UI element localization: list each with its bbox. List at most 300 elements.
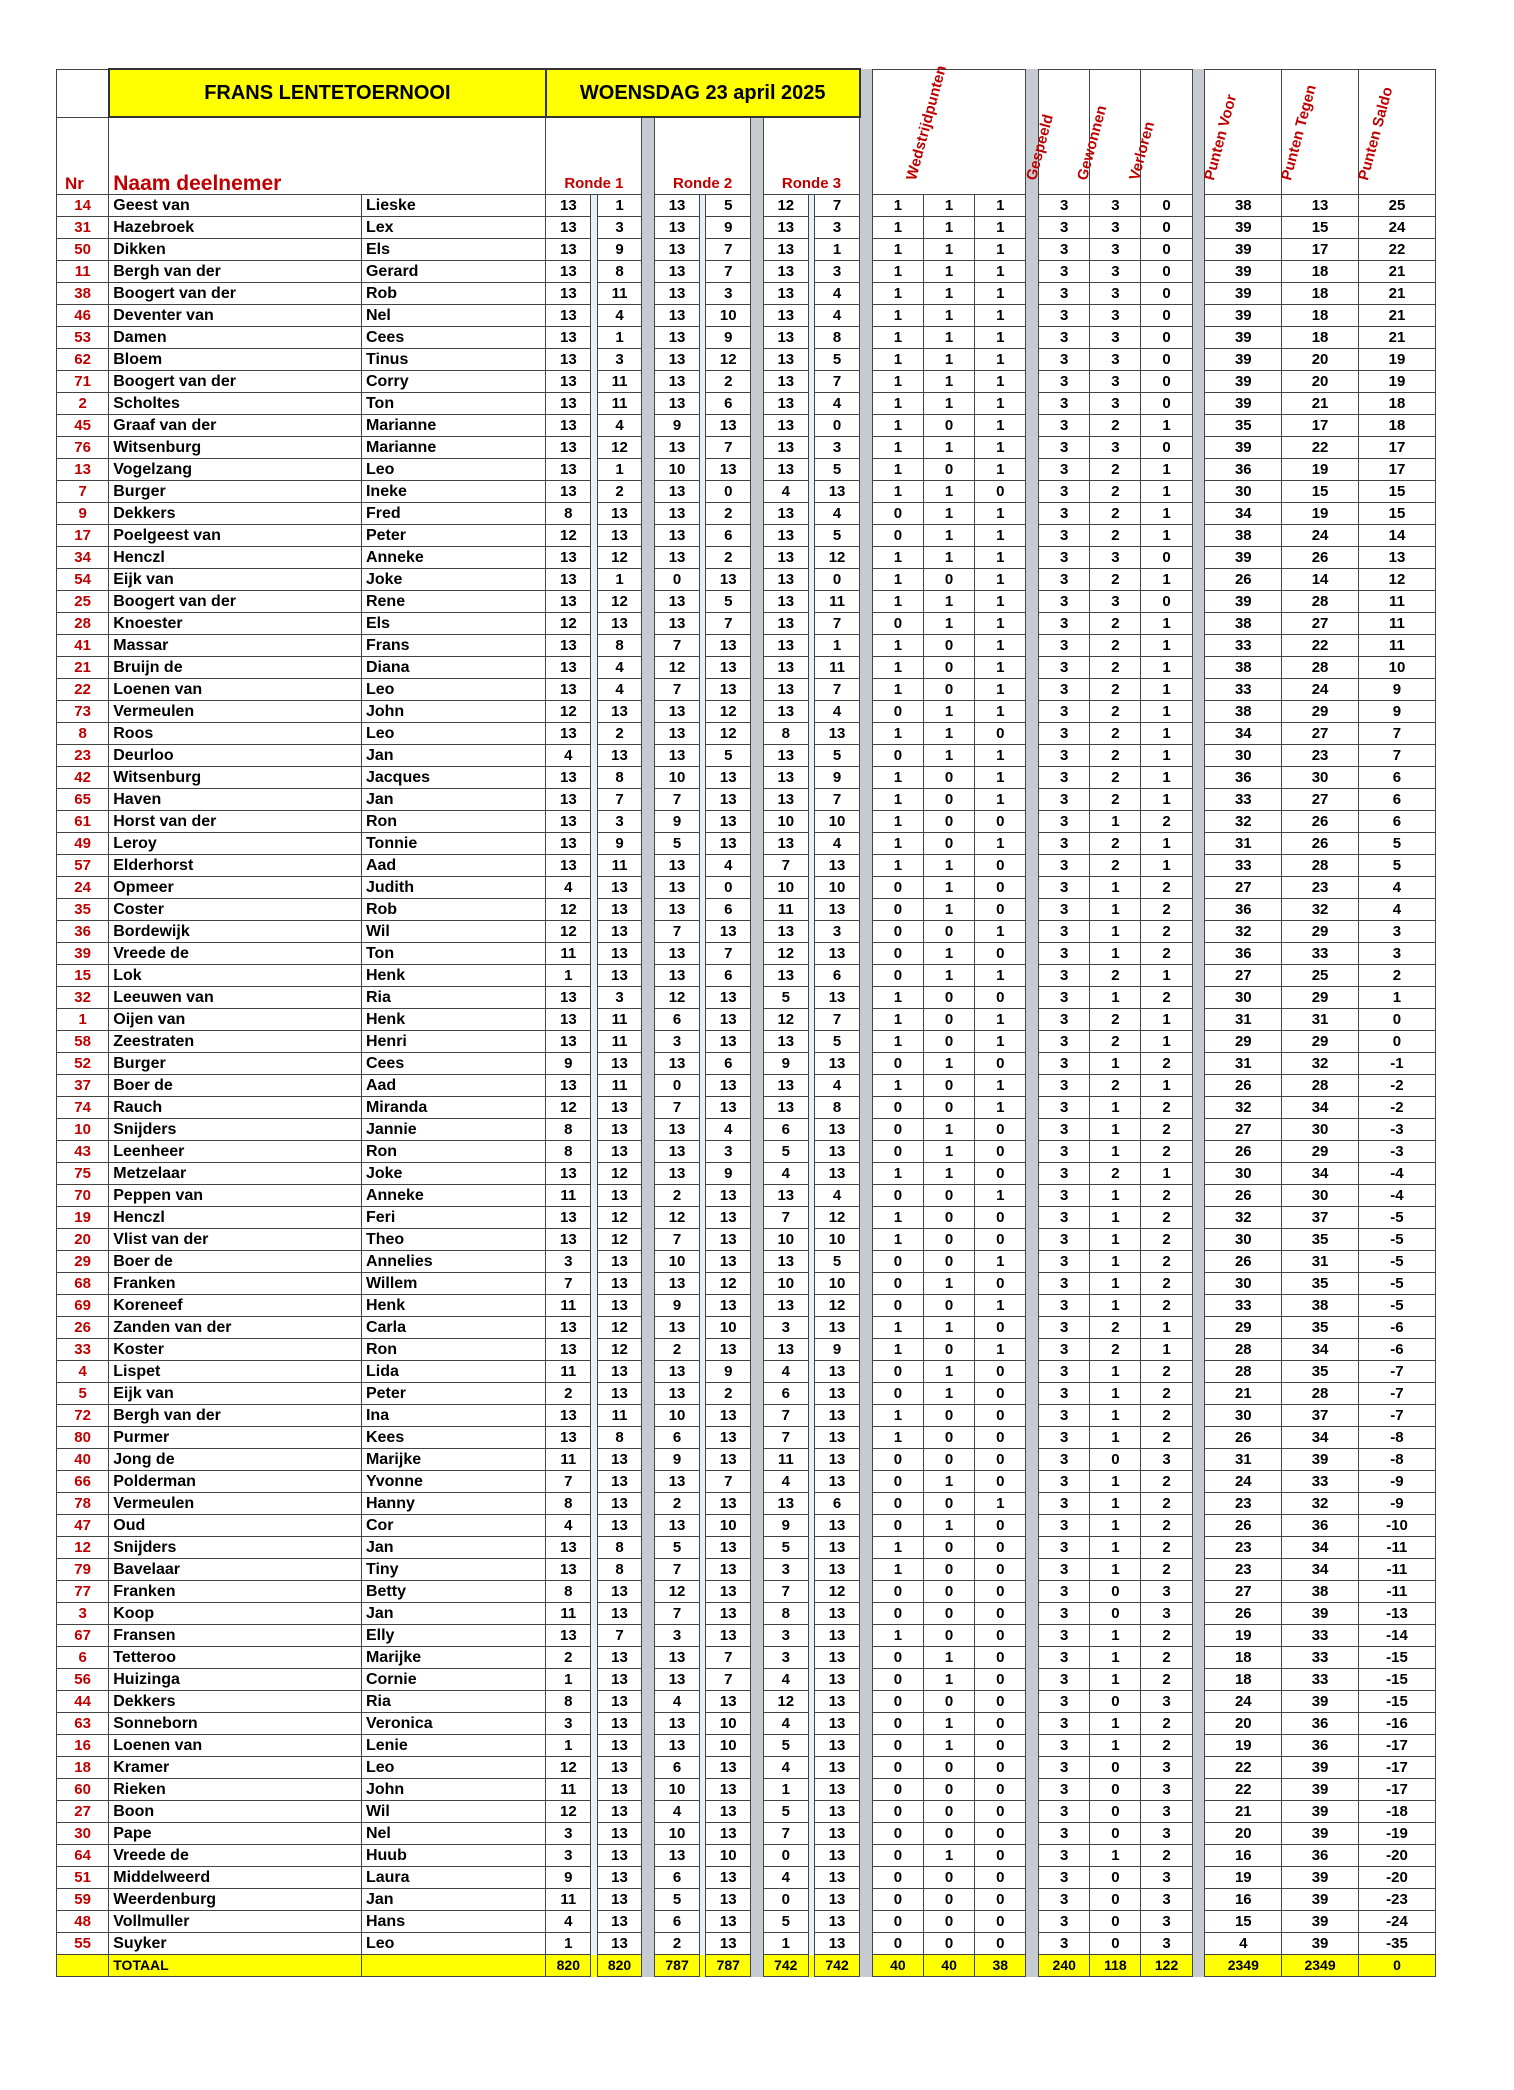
- cell-verloren: 1: [1141, 503, 1192, 525]
- cell-voor: 26: [1205, 1251, 1282, 1273]
- cell-nr: 80: [57, 1427, 109, 1449]
- cell-r1b: 13: [597, 1119, 642, 1141]
- cell-r1b: 8: [597, 767, 642, 789]
- column-separator: [1192, 1647, 1205, 1669]
- cell-gewonnen: 0: [1090, 1779, 1141, 1801]
- cell-saldo: 1: [1358, 987, 1435, 1009]
- column-separator: [1192, 1669, 1205, 1691]
- cell-last: Poelgeest van: [109, 525, 362, 547]
- column-separator: [1192, 811, 1205, 833]
- cell-last: Burger: [109, 1053, 362, 1075]
- cell-saldo: 4: [1358, 877, 1435, 899]
- cell-r3b: 3: [815, 921, 860, 943]
- cell-voor: 15: [1205, 1911, 1282, 1933]
- cell-r3b: 13: [815, 1163, 860, 1185]
- column-separator: [1192, 239, 1205, 261]
- column-separator: [751, 415, 764, 437]
- cell-gewonnen: 1: [1090, 1361, 1141, 1383]
- table-row: [57, 1779, 1436, 1801]
- cell-first: Joke: [361, 1163, 545, 1185]
- cell-voor: 38: [1205, 525, 1282, 547]
- column-separator: [642, 1493, 655, 1515]
- cell-saldo: 7: [1358, 745, 1435, 767]
- cell-w2: 1: [923, 1361, 974, 1383]
- cell-w2: 1: [923, 349, 974, 371]
- cell-r1b: 13: [597, 1669, 642, 1691]
- column-separator: [642, 745, 655, 767]
- column-separator: [751, 591, 764, 613]
- cell-r2a: 13: [655, 1273, 700, 1295]
- cell-r2a: 9: [655, 415, 700, 437]
- cell-r3a: 13: [763, 371, 808, 393]
- cell-nr: 74: [57, 1097, 109, 1119]
- cell-r3b: 742: [815, 1955, 860, 1977]
- header-gewonnen: Gewonnen: [1090, 69, 1141, 195]
- cell-r1a: 13: [546, 415, 591, 437]
- cell-nr: 47: [57, 1515, 109, 1537]
- cell-last: Vogelzang: [109, 459, 362, 481]
- cell-gespeeld: 3: [1039, 1493, 1090, 1515]
- cell-saldo: -5: [1358, 1251, 1435, 1273]
- cell-r1a: 8: [546, 1493, 591, 1515]
- cell-r2b: 6: [706, 393, 751, 415]
- table-row: [57, 569, 1436, 591]
- cell-gespeeld: 3: [1039, 1053, 1090, 1075]
- standings-sheet: [56, 63, 1436, 1977]
- cell-r3a: 13: [763, 239, 808, 261]
- cell-tegen: 38: [1282, 1581, 1359, 1603]
- column-separator: [1026, 1273, 1039, 1295]
- cell-r1a: 13: [546, 547, 591, 569]
- cell-w1: 1: [872, 1405, 923, 1427]
- cell-gespeeld: 3: [1039, 789, 1090, 811]
- cell-verloren: 0: [1141, 547, 1192, 569]
- cell-w1: 0: [872, 1383, 923, 1405]
- cell-r1a: 2: [546, 1383, 591, 1405]
- cell-first: Marijke: [361, 1449, 545, 1471]
- column-separator: [642, 789, 655, 811]
- cell-gespeeld: 3: [1039, 1427, 1090, 1449]
- cell-nr: 71: [57, 371, 109, 393]
- cell-r1a: 13: [546, 239, 591, 261]
- cell-gespeeld: 3: [1039, 349, 1090, 371]
- cell-w1: 1: [872, 283, 923, 305]
- cell-voor: 4: [1205, 1933, 1282, 1955]
- cell-nr: 21: [57, 657, 109, 679]
- cell-gewonnen: 2: [1090, 679, 1141, 701]
- cell-verloren: 2: [1141, 921, 1192, 943]
- table-row: [57, 1383, 1436, 1405]
- cell-w2: 0: [923, 1339, 974, 1361]
- cell-r3b: 13: [815, 1911, 860, 1933]
- cell-r3a: 13: [763, 789, 808, 811]
- column-separator: [1026, 349, 1039, 371]
- column-separator: [860, 1669, 873, 1691]
- cell-r3a: 10: [763, 877, 808, 899]
- column-separator: [642, 1779, 655, 1801]
- cell-gespeeld: 3: [1039, 305, 1090, 327]
- column-separator: [1026, 855, 1039, 877]
- cell-first: Jan: [361, 745, 545, 767]
- cell-w2: 1: [923, 855, 974, 877]
- cell-r3b: 11: [815, 591, 860, 613]
- cell-r1b: 13: [597, 1933, 642, 1955]
- cell-first: Lex: [361, 217, 545, 239]
- column-separator: [642, 1757, 655, 1779]
- column-separator: [751, 1405, 764, 1427]
- cell-w2: 1: [923, 1735, 974, 1757]
- cell-nr: 57: [57, 855, 109, 877]
- cell-r2a: 13: [655, 349, 700, 371]
- cell-r2a: 13: [655, 481, 700, 503]
- column-separator: [1192, 877, 1205, 899]
- cell-r1b: 9: [597, 833, 642, 855]
- cell-r2a: 13: [655, 305, 700, 327]
- cell-first: Jan: [361, 1537, 545, 1559]
- cell-nr: 18: [57, 1757, 109, 1779]
- cell-first: Hanny: [361, 1493, 545, 1515]
- cell-w3: 0: [975, 1779, 1026, 1801]
- cell-nr: 51: [57, 1867, 109, 1889]
- cell-verloren: 3: [1141, 1933, 1192, 1955]
- cell-r3a: 13: [763, 569, 808, 591]
- cell-r3b: 13: [815, 1735, 860, 1757]
- cell-saldo: 3: [1358, 943, 1435, 965]
- column-separator: [860, 679, 873, 701]
- cell-w3: 0: [975, 1515, 1026, 1537]
- cell-first: Tonnie: [361, 833, 545, 855]
- cell-r3a: 4: [763, 1361, 808, 1383]
- cell-r3a: 9: [763, 1515, 808, 1537]
- cell-r1a: 1: [546, 1933, 591, 1955]
- cell-r3a: 13: [763, 1031, 808, 1053]
- cell-gewonnen: 3: [1090, 393, 1141, 415]
- cell-r1a: 13: [546, 1163, 591, 1185]
- cell-first: Kees: [361, 1427, 545, 1449]
- column-separator: [1192, 1515, 1205, 1537]
- cell-w2: 0: [923, 569, 974, 591]
- cell-r2a: 13: [655, 855, 700, 877]
- cell-last: Jong de: [109, 1449, 362, 1471]
- cell-w3: 1: [975, 833, 1026, 855]
- cell-w3: 1: [975, 1075, 1026, 1097]
- cell-r2b: 13: [706, 833, 751, 855]
- cell-r2a: 9: [655, 811, 700, 833]
- cell-w2: 1: [923, 877, 974, 899]
- cell-r3b: 13: [815, 1317, 860, 1339]
- table-row: [57, 1295, 1436, 1317]
- column-separator: [860, 1075, 873, 1097]
- cell-r2b: 13: [706, 635, 751, 657]
- table-row: [57, 1229, 1436, 1251]
- cell-r1a: 12: [546, 1097, 591, 1119]
- column-separator: [1192, 767, 1205, 789]
- table-row: [57, 1405, 1436, 1427]
- cell-r3a: 6: [763, 1383, 808, 1405]
- cell-last: Vermeulen: [109, 1493, 362, 1515]
- cell-last: Haven: [109, 789, 362, 811]
- cell-gespeeld: 3: [1039, 1449, 1090, 1471]
- cell-r2a: 10: [655, 1779, 700, 1801]
- cell-r1a: 11: [546, 1361, 591, 1383]
- cell-w3: 1: [975, 679, 1026, 701]
- cell-w3: 0: [975, 1449, 1026, 1471]
- cell-gewonnen: 3: [1090, 261, 1141, 283]
- column-separator: [751, 1867, 764, 1889]
- cell-w1: 1: [872, 1339, 923, 1361]
- cell-nr: 12: [57, 1537, 109, 1559]
- cell-r2a: 13: [655, 1515, 700, 1537]
- cell-voor: 33: [1205, 789, 1282, 811]
- column-separator: [751, 569, 764, 591]
- column-separator: [642, 811, 655, 833]
- cell-w1: 0: [872, 1757, 923, 1779]
- cell-first: Betty: [361, 1581, 545, 1603]
- column-separator: [642, 1251, 655, 1273]
- cell-r1a: 8: [546, 503, 591, 525]
- cell-verloren: 2: [1141, 1735, 1192, 1757]
- cell-saldo: 5: [1358, 855, 1435, 877]
- cell-first: Leo: [361, 723, 545, 745]
- cell-gespeeld: 3: [1039, 833, 1090, 855]
- column-separator: [860, 899, 873, 921]
- column-separator: [860, 987, 873, 1009]
- cell-r3a: 13: [763, 679, 808, 701]
- column-separator: [642, 1669, 655, 1691]
- cell-r1a: 13: [546, 1207, 591, 1229]
- cell-r3a: 8: [763, 723, 808, 745]
- cell-r3b: 13: [815, 1537, 860, 1559]
- cell-verloren: 3: [1141, 1911, 1192, 1933]
- column-separator: [642, 591, 655, 613]
- cell-last: Coster: [109, 899, 362, 921]
- cell-verloren: 1: [1141, 1339, 1192, 1361]
- cell-verloren: 1: [1141, 657, 1192, 679]
- cell-w3: 1: [975, 613, 1026, 635]
- column-separator: [860, 635, 873, 657]
- table-row: [57, 1163, 1436, 1185]
- cell-gespeeld: 3: [1039, 1229, 1090, 1251]
- column-separator: [751, 393, 764, 415]
- cell-first: Peter: [361, 525, 545, 547]
- column-separator: [860, 1229, 873, 1251]
- cell-w1: 0: [872, 1185, 923, 1207]
- column-separator: [1026, 1889, 1039, 1911]
- column-separator: [642, 1317, 655, 1339]
- cell-gewonnen: 2: [1090, 1317, 1141, 1339]
- column-separator: [642, 437, 655, 459]
- cell-verloren: 1: [1141, 833, 1192, 855]
- cell-r1a: 1: [546, 1669, 591, 1691]
- cell-r3a: 10: [763, 1229, 808, 1251]
- cell-gespeeld: 3: [1039, 1141, 1090, 1163]
- cell-saldo: 22: [1358, 239, 1435, 261]
- cell-saldo: -6: [1358, 1317, 1435, 1339]
- cell-tegen: 27: [1282, 723, 1359, 745]
- column-separator: [860, 943, 873, 965]
- column-separator: [751, 1603, 764, 1625]
- cell-w1: 0: [872, 1691, 923, 1713]
- cell-r3b: 13: [815, 1603, 860, 1625]
- cell-r1a: 13: [546, 591, 591, 613]
- column-separator: [1192, 943, 1205, 965]
- cell-w1: 1: [872, 1031, 923, 1053]
- cell-gewonnen: 1: [1090, 1185, 1141, 1207]
- cell-verloren: 3: [1141, 1757, 1192, 1779]
- cell-tegen: 33: [1282, 1647, 1359, 1669]
- cell-r1a: 13: [546, 305, 591, 327]
- cell-r2b: 13: [706, 767, 751, 789]
- cell-r3b: 13: [815, 1361, 860, 1383]
- column-separator: [1192, 1889, 1205, 1911]
- column-separator: [1026, 1317, 1039, 1339]
- cell-r2a: 13: [655, 547, 700, 569]
- cell-r1a: 11: [546, 1449, 591, 1471]
- cell-nr: 29: [57, 1251, 109, 1273]
- cell-tegen: 14: [1282, 569, 1359, 591]
- cell-r1b: 1: [597, 195, 642, 217]
- cell-w1: 1: [872, 1625, 923, 1647]
- column-separator: [642, 1559, 655, 1581]
- cell-r2a: 13: [655, 1383, 700, 1405]
- cell-w3: 1: [975, 1493, 1026, 1515]
- cell-r3a: 7: [763, 1823, 808, 1845]
- cell-first: Ton: [361, 943, 545, 965]
- table-row: [57, 481, 1436, 503]
- column-separator: [860, 1713, 873, 1735]
- cell-verloren: 0: [1141, 195, 1192, 217]
- cell-w1: 0: [872, 1889, 923, 1911]
- column-separator: [642, 1889, 655, 1911]
- cell-w1: 0: [872, 1471, 923, 1493]
- column-separator: [642, 1735, 655, 1757]
- cell-saldo: -4: [1358, 1185, 1435, 1207]
- column-separator: [1026, 1911, 1039, 1933]
- cell-voor: 2349: [1205, 1955, 1282, 1977]
- cell-r3a: 13: [763, 217, 808, 239]
- cell-gewonnen: 1: [1090, 1405, 1141, 1427]
- cell-r2a: 7: [655, 1229, 700, 1251]
- cell-tegen: 39: [1282, 1801, 1359, 1823]
- cell-r3b: 8: [815, 1097, 860, 1119]
- cell-gewonnen: 1: [1090, 1427, 1141, 1449]
- column-separator: [642, 1295, 655, 1317]
- cell-first: Rene: [361, 591, 545, 613]
- cell-r3a: 7: [763, 1581, 808, 1603]
- cell-w2: 40: [923, 1955, 974, 1977]
- cell-r1b: 8: [597, 635, 642, 657]
- cell-w3: 0: [975, 1757, 1026, 1779]
- cell-verloren: 1: [1141, 1031, 1192, 1053]
- cell-r3a: 0: [763, 1845, 808, 1867]
- cell-last: Loenen van: [109, 679, 362, 701]
- cell-gespeeld: 3: [1039, 679, 1090, 701]
- cell-w3: 0: [975, 1207, 1026, 1229]
- column-separator: [751, 1515, 764, 1537]
- cell-voor: 29: [1205, 1031, 1282, 1053]
- cell-last: Koreneef: [109, 1295, 362, 1317]
- cell-saldo: 24: [1358, 217, 1435, 239]
- column-separator: [751, 1779, 764, 1801]
- cell-r3a: 12: [763, 1009, 808, 1031]
- cell-r1a: 9: [546, 1867, 591, 1889]
- cell-voor: 33: [1205, 635, 1282, 657]
- cell-tegen: 20: [1282, 371, 1359, 393]
- cell-gespeeld: 3: [1039, 1405, 1090, 1427]
- cell-nr: 7: [57, 481, 109, 503]
- cell-tegen: 33: [1282, 1669, 1359, 1691]
- cell-r3b: 8: [815, 327, 860, 349]
- cell-gespeeld: 3: [1039, 1361, 1090, 1383]
- column-separator: [751, 1339, 764, 1361]
- cell-r3b: 11: [815, 657, 860, 679]
- cell-r2a: 7: [655, 1559, 700, 1581]
- cell-r1a: 12: [546, 613, 591, 635]
- cell-w3: 0: [975, 1735, 1026, 1757]
- cell-verloren: 1: [1141, 745, 1192, 767]
- cell-voor: 31: [1205, 1009, 1282, 1031]
- cell-last: Vermeulen: [109, 701, 362, 723]
- column-separator: [1192, 899, 1205, 921]
- cell-gewonnen: 1: [1090, 1669, 1141, 1691]
- cell-gespeeld: 3: [1039, 283, 1090, 305]
- cell-r3b: 12: [815, 547, 860, 569]
- column-separator: [1192, 415, 1205, 437]
- table-row: [57, 1493, 1436, 1515]
- cell-r2b: 10: [706, 1845, 751, 1867]
- cell-r3b: 13: [815, 1669, 860, 1691]
- cell-gewonnen: 1: [1090, 1537, 1141, 1559]
- cell-w1: 0: [872, 1515, 923, 1537]
- cell-r2a: 2: [655, 1339, 700, 1361]
- table-row: [57, 283, 1436, 305]
- cell-first: Ria: [361, 987, 545, 1009]
- cell-gewonnen: 1: [1090, 987, 1141, 1009]
- cell-w2: 0: [923, 1097, 974, 1119]
- column-separator: [642, 613, 655, 635]
- cell-w1: 0: [872, 1603, 923, 1625]
- column-separator: [1026, 877, 1039, 899]
- cell-w2: 0: [923, 1493, 974, 1515]
- column-separator: [860, 1779, 873, 1801]
- column-separator: [751, 965, 764, 987]
- cell-gespeeld: 3: [1039, 1031, 1090, 1053]
- cell-verloren: 2: [1141, 877, 1192, 899]
- cell-r2a: 13: [655, 1713, 700, 1735]
- cell-tegen: 30: [1282, 1185, 1359, 1207]
- cell-gespeeld: 3: [1039, 217, 1090, 239]
- cell-r2b: 7: [706, 437, 751, 459]
- cell-r2b: 9: [706, 217, 751, 239]
- cell-gewonnen: 0: [1090, 1449, 1141, 1471]
- table-row: [57, 1845, 1436, 1867]
- cell-gewonnen: 0: [1090, 1801, 1141, 1823]
- cell-w3: 0: [975, 1537, 1026, 1559]
- cell-r2b: 6: [706, 525, 751, 547]
- cell-r3a: 9: [763, 1053, 808, 1075]
- cell-r3b: 4: [815, 305, 860, 327]
- cell-r1a: 13: [546, 789, 591, 811]
- cell-w1: 1: [872, 1317, 923, 1339]
- column-separator: [751, 239, 764, 261]
- cell-r2a: 6: [655, 1757, 700, 1779]
- cell-voor: 34: [1205, 503, 1282, 525]
- table-row: [57, 1097, 1436, 1119]
- cell-w2: 0: [923, 1251, 974, 1273]
- cell-r2a: 7: [655, 789, 700, 811]
- cell-voor: 26: [1205, 569, 1282, 591]
- column-separator: [860, 261, 873, 283]
